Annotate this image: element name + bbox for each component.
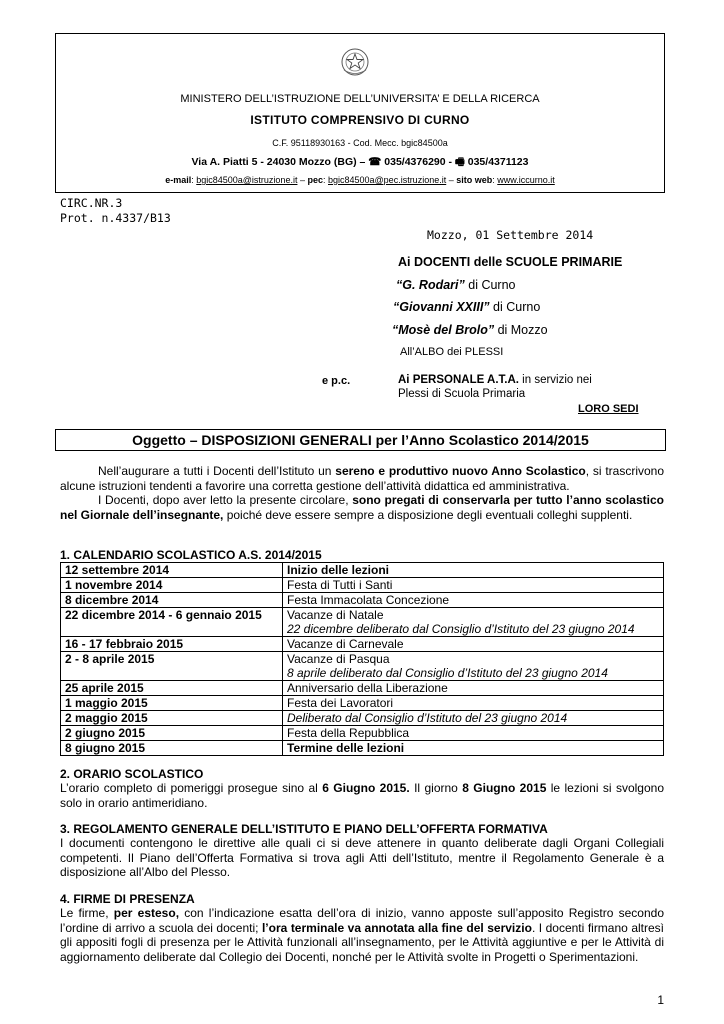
- school-address: Via A. Piatti 5 - 24030 Mozzo (BG) – ☎ 035/4376290 - 🖷 035/4371123: [191, 156, 529, 168]
- calendar-event-cell: [283, 637, 664, 652]
- calendar-row: [61, 637, 664, 652]
- contact-line: e-mail: bgic84500a@istruzione.it – pec: bgic84500a@pec.istruzione.it – sito web: www.iccurno.it: [165, 175, 555, 185]
- calendar-title: 1. CALENDARIO SCOLASTICO A.S. 2014/2015: [60, 548, 322, 562]
- calendar-row: [61, 741, 664, 756]
- calendar-row: [61, 563, 664, 578]
- calendar-row: [61, 711, 664, 726]
- recipient-school-brolo: “Mosè del Brolo” di Mozzo: [392, 323, 548, 337]
- fiscal-code: C.F. 95118930163 - Cod. Mecc. bgic84500a: [272, 138, 448, 148]
- calendar-event: Anniversario della Liberazione: [287, 681, 448, 695]
- calendar-date: 1 maggio 2015: [61, 696, 283, 711]
- recipient-school-giovanni: “Giovanni XXIII” di Curno: [393, 300, 541, 314]
- calendar-date: 8 giugno 2015: [61, 741, 283, 756]
- firme-title: 4. FIRME DI PRESENZA: [60, 892, 195, 906]
- calendar-event: Festa Immacolata Concezione: [287, 593, 450, 607]
- calendar-event-cell: [283, 696, 664, 711]
- calendar-row: [61, 726, 664, 741]
- calendar-event-cell: [283, 726, 664, 741]
- calendar-event: Festa dei Lavoratori: [287, 696, 394, 710]
- firme-text: Le firme, per esteso, con l’indicazione esatta dell’ora di inizio, vanno apposte sull’apposito Registro secondo l’ordine di arrivo a scuola dei docenti; l’ora terminale va annotata alla fine del servizio. I docenti firmano altresì gli appositi fogli di presenza per le Attività funzionali all’insegnamento, per le Attività aggiuntive e per le Attività di aggiornamento deliberate dal Collegio dei Docenti, nonché per le Attività svolte in Progetti o Sperimentazioni.: [60, 906, 665, 964]
- calendar-event-cell: [283, 608, 664, 637]
- recipient-ata-line2: Plessi di Scuola Primaria: [398, 388, 526, 400]
- intro-paragraph-1: Nell’augurare a tutti i Docenti dell’Istituto un sereno e produttivo nuovo Anno Scolastico, si trascrivono alcune istruzioni tendenti a favorire una corretta gestione dell’attività didattica ed amministrativa.: [60, 464, 665, 493]
- calendar-table: [60, 562, 664, 756]
- calendar-event-cell: [283, 578, 664, 593]
- calendar-event: Vacanze di Carnevale: [287, 637, 404, 651]
- pc-label: e p.c.: [322, 375, 351, 387]
- calendar-note: Deliberato dal Consiglio d’Istituto del 23 giugno 2014: [287, 711, 568, 725]
- prot-number: Prot. n.4337/B13: [60, 211, 171, 225]
- calendar-event-cell: [283, 711, 664, 726]
- calendar-row: [61, 696, 664, 711]
- calendar-row: [61, 593, 664, 608]
- calendar-date: 8 dicembre 2014: [61, 593, 283, 608]
- calendar-event-cell: [283, 593, 664, 608]
- pec-link[interactable]: bgic84500a@pec.istruzione.it: [328, 175, 447, 185]
- ministry-name: MINISTERO DELL’ISTRUZIONE DELL’UNIVERSITA’ E DELLA RICERCA: [180, 93, 540, 105]
- orario-title: 2. ORARIO SCOLASTICO: [60, 767, 204, 781]
- republic-emblem-icon: [340, 46, 370, 78]
- calendar-event: Festa di Tutti i Santi: [287, 578, 393, 592]
- calendar-event: Termine delle lezioni: [287, 741, 405, 755]
- calendar-event-cell: [283, 741, 664, 756]
- calendar-event: Inizio delle lezioni: [287, 563, 390, 577]
- circ-number: CIRC.NR.3: [60, 196, 123, 210]
- calendar-event-cell: [283, 681, 664, 696]
- website-link[interactable]: www.iccurno.it: [497, 175, 555, 185]
- calendar-date: 25 aprile 2015: [61, 681, 283, 696]
- place-date: Mozzo, 01 Settembre 2014: [427, 228, 594, 242]
- calendar-row: [61, 652, 664, 681]
- regolamento-title: 3. REGOLAMENTO GENERALE DELL’ISTITUTO E PIANO DELL’OFFERTA FORMATIVA: [60, 822, 548, 836]
- calendar-event-cell: [283, 652, 664, 681]
- intro-paragraph-2: I Docenti, dopo aver letto la presente circolare, sono pregati di conservarla per tutto l’anno scolastico nel Giornale dell’insegnante, poiché deve essere sempre a disposizione degli eventuali colleghi supplenti.: [60, 493, 664, 522]
- email-label: e-mail: [165, 175, 192, 185]
- email-link[interactable]: bgic84500a@istruzione.it: [196, 175, 298, 185]
- calendar-row: [61, 578, 664, 593]
- calendar-date: 2 maggio 2015: [61, 711, 283, 726]
- recipient-school-rodari: “G. Rodari” di Curno: [396, 278, 516, 292]
- recipient-teachers: Ai DOCENTI delle SCUOLE PRIMARIE: [398, 255, 623, 269]
- calendar-note: 8 aprile deliberato dal Consiglio d’Istituto del 23 giugno 2014: [287, 666, 608, 680]
- calendar-event: Vacanze di Pasqua: [287, 652, 390, 666]
- calendar-date: 12 settembre 2014: [61, 563, 283, 578]
- loro-sedi: LORO SEDI: [578, 403, 639, 415]
- calendar-date: 16 - 17 febbraio 2015: [61, 637, 283, 652]
- calendar-event-cell: [283, 563, 664, 578]
- calendar-date: 22 dicembre 2014 - 6 gennaio 2015: [61, 608, 283, 637]
- subject-line: Oggetto – DISPOSIZIONI GENERALI per l’Anno Scolastico 2014/2015: [55, 429, 666, 451]
- recipient-ata: Ai PERSONALE A.T.A. in servizio nei: [398, 374, 592, 386]
- calendar-date: 2 - 8 aprile 2015: [61, 652, 283, 681]
- calendar-note: 22 dicembre deliberato dal Consiglio d’Istituto del 23 giugno 2014: [287, 622, 635, 636]
- page-number: 1: [657, 993, 664, 1007]
- web-label: sito web: [456, 175, 493, 185]
- school-name: ISTITUTO COMPRENSIVO DI CURNO: [250, 113, 470, 127]
- calendar-date: 1 novembre 2014: [61, 578, 283, 593]
- recipient-albo: All’ALBO dei PLESSI: [400, 346, 504, 358]
- orario-text: L’orario completo di pomeriggi prosegue sino al 6 Giugno 2015. Il giorno 8 Giugno 2015 le lezioni si svolgono solo in orario antimeridiano.: [60, 781, 665, 810]
- calendar-event: Festa della Repubblica: [287, 726, 410, 740]
- calendar-event: Vacanze di Natale: [287, 608, 384, 622]
- regolamento-text: I documenti contengono le direttive alle quali ci si deve attenere in quanto deliberate dagli Organi Collegiali competenti. Il Piano dell’Offerta Formativa si trova agli Atti dell’Istituto, mentre il Regolamento Generale è a disposizione all’Albo del Plesso.: [60, 836, 664, 879]
- calendar-date: 2 giugno 2015: [61, 726, 283, 741]
- pec-label: pec: [307, 175, 323, 185]
- calendar-row: [61, 608, 664, 637]
- calendar-row: [61, 681, 664, 696]
